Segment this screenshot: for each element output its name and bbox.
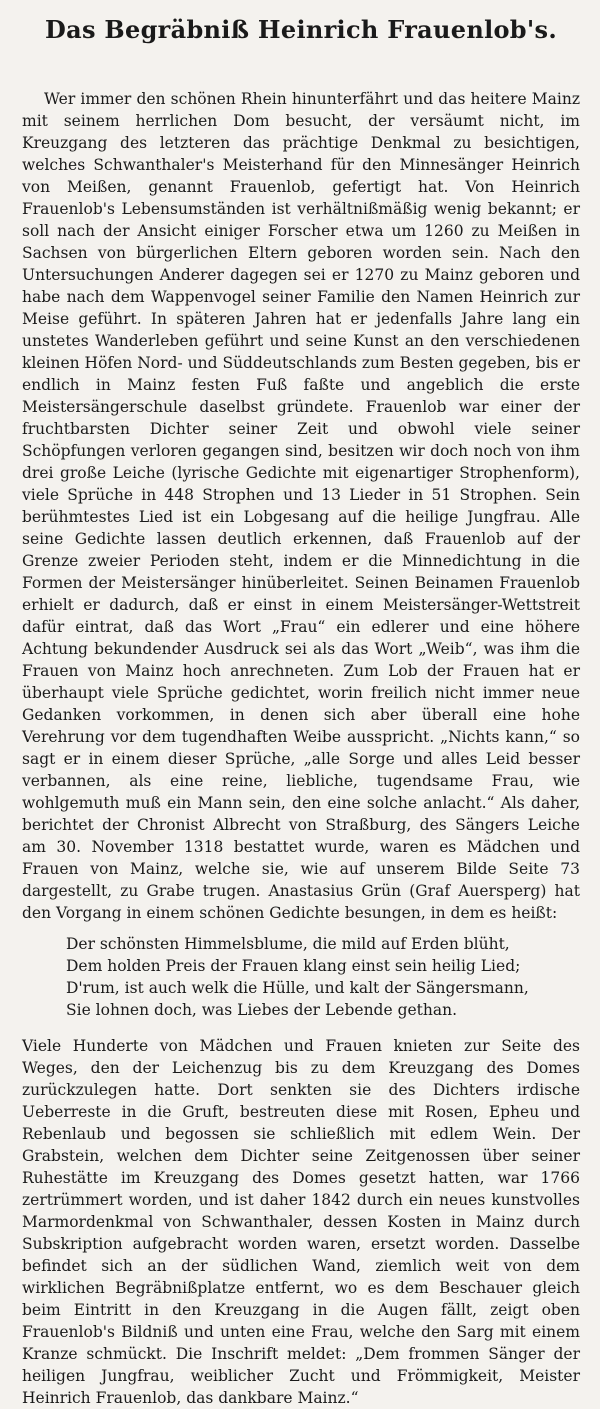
poem-line: D'rum, ist auch welk die Hülle, und kalt der Sängersmann,: [66, 979, 529, 997]
poem-stanza: [66, 933, 580, 1021]
poem-line: Sie lohnen doch, was Liebes der Lebende gethan.: [66, 1001, 458, 1019]
paragraph-1: Wer immer den schönen Rhein hinunterfährt und das heitere Mainz mit seinem herrlichen Dom besucht, der versäumt nicht, im Kreuzgang des letzteren das prächtige Denkmal zu besichtigen, welches Schwanthaler's Meisterhand für den Minnesänger Heinrich von Meißen, genannt Frauenlob, gefertigt hat. Von Heinrich Frauenlob's Lebensumständen ist verhältnißmäßig wenig bekannt; er soll nach der Ansicht einiger Forscher etwa um 1260 zu Meißen in Sachsen von bürgerlichen Eltern geboren worden sein. Nach den Untersuchungen Anderer dagegen sei er 1270 zu Mainz geboren und habe nach dem Wappenvogel seiner Familie den Namen Heinrich zur Meise geführt. In späteren Jahren hat er jedenfalls Jahre lang ein unstetes Wanderleben geführt und seine Kunst an den verschiedenen kleinen Höfen Nord- und Süddeutschlands zum Besten gegeben, bis er endlich in Mainz festen Fuß faßte und angeblich die erste Meistersängerschule daselbst gründete. Frauenlob war einer der fruchtbarsten Dichter seiner Zeit und obwohl viele seiner Schöpfungen verloren gegangen sind, besitzen wir doch noch von ihm drei große Leiche (lyrische Gedichte mit eigenartiger Strophenform), viele Sprüche in 448 Strophen und 13 Lieder in 51 Strophen. Sein berühmtestes Lied ist ein Lobgesang auf die heilige Jungfrau. Alle seine Gedichte lassen deutlich erkennen, daß Frauenlob auf der Grenze zweier Perioden steht, indem er die Minnedichtung in die Formen der Meistersänger hinüberleitet. Seinen Beinamen Frauenlob erhielt er dadurch, daß er einst in einem Meistersänger-Wettstreit dafür eintrat, daß das Wort „Frau“ ein edlerer und eine höhere Achtung bekundender Ausdruck sei als das Wort „Weib“, was ihm die Frauen von Mainz hoch anrechneten. Zum Lob der Frauen hat er überhaupt viele Sprüche gedichtet, worin freilich nicht immer neue Gedanken vorkommen, in denen sich aber überall eine hohe Verehrung vor dem tugendhaften Weibe ausspricht. „Nichts kann,“ so sagt er in einem dieser Sprüche, „alle Sorge und alles Leid besser verbannen, als eine reine, liebliche, tugendsame Frau, wie wohlgemuth muß ein Mann sein, den eine solche anlacht.“ Als daher, berichtet der Chronist Albrecht von Straßburg, des Sängers Leiche am 30. November 1318 bestattet wurde, waren es Mädchen und Frauen von Mainz, welche sie, wie auf unserem Bilde Seite 73 dargestellt, zu Grabe trugen. Anastasius Grün (Graf Auersperg) hat den Vorgang in einem schönen Gedichte besungen, in dem es heißt:: [22, 90, 580, 922]
poem-line: Der schönsten Himmelsblume, die mild auf Erden blüht,: [66, 935, 510, 953]
paragraph-2: Viele Hunderte von Mädchen und Frauen knieten zur Seite des Weges, den der Leichenzug bis zu dem Kreuzgang des Domes zurückzulegen hatte. Dort senkten sie des Dichters irdische Ueberreste in die Gruft, bestreuten diese mit Rosen, Epheu und Rebenlaub und begossen sie schließlich mit edlem Wein. Der Grabstein, welchen dem Dichter seine Zeitgenossen über seiner Ruhestätte im Kreuzgang des Domes gesetzt hatten, war 1766 zertrümmert worden, und ist daher 1842 durch ein neues kunstvolles Marmordenkmal von Schwanthaler, dessen Kosten in Mainz durch Subskription aufgebracht worden waren, ersetzt worden. Dasselbe befindet sich an der südlichen Wand, ziemlich weit von dem wirklichen Begräbnißplatze entfernt, wo es dem Beschauer gleich beim Eintritt in den Kreuzgang in die Augen fällt, zeigt oben Frauenlob's Bildniß und unten eine Frau, welche den Sarg mit einem Kranze schmückt. Die Inschrift meldet: „Dem frommen Sänger der heiligen Jungfrau, weiblicher Zucht und Frömmigkeit, Meister Heinrich Frauenlob, das dankbare Mainz.“: [22, 1037, 580, 1407]
poem-line: Dem holden Preis der Frauen klang einst sein heilig Lied;: [66, 957, 521, 975]
article-title: Das Begräbniß Heinrich Frauenlob's.: [45, 15, 557, 44]
